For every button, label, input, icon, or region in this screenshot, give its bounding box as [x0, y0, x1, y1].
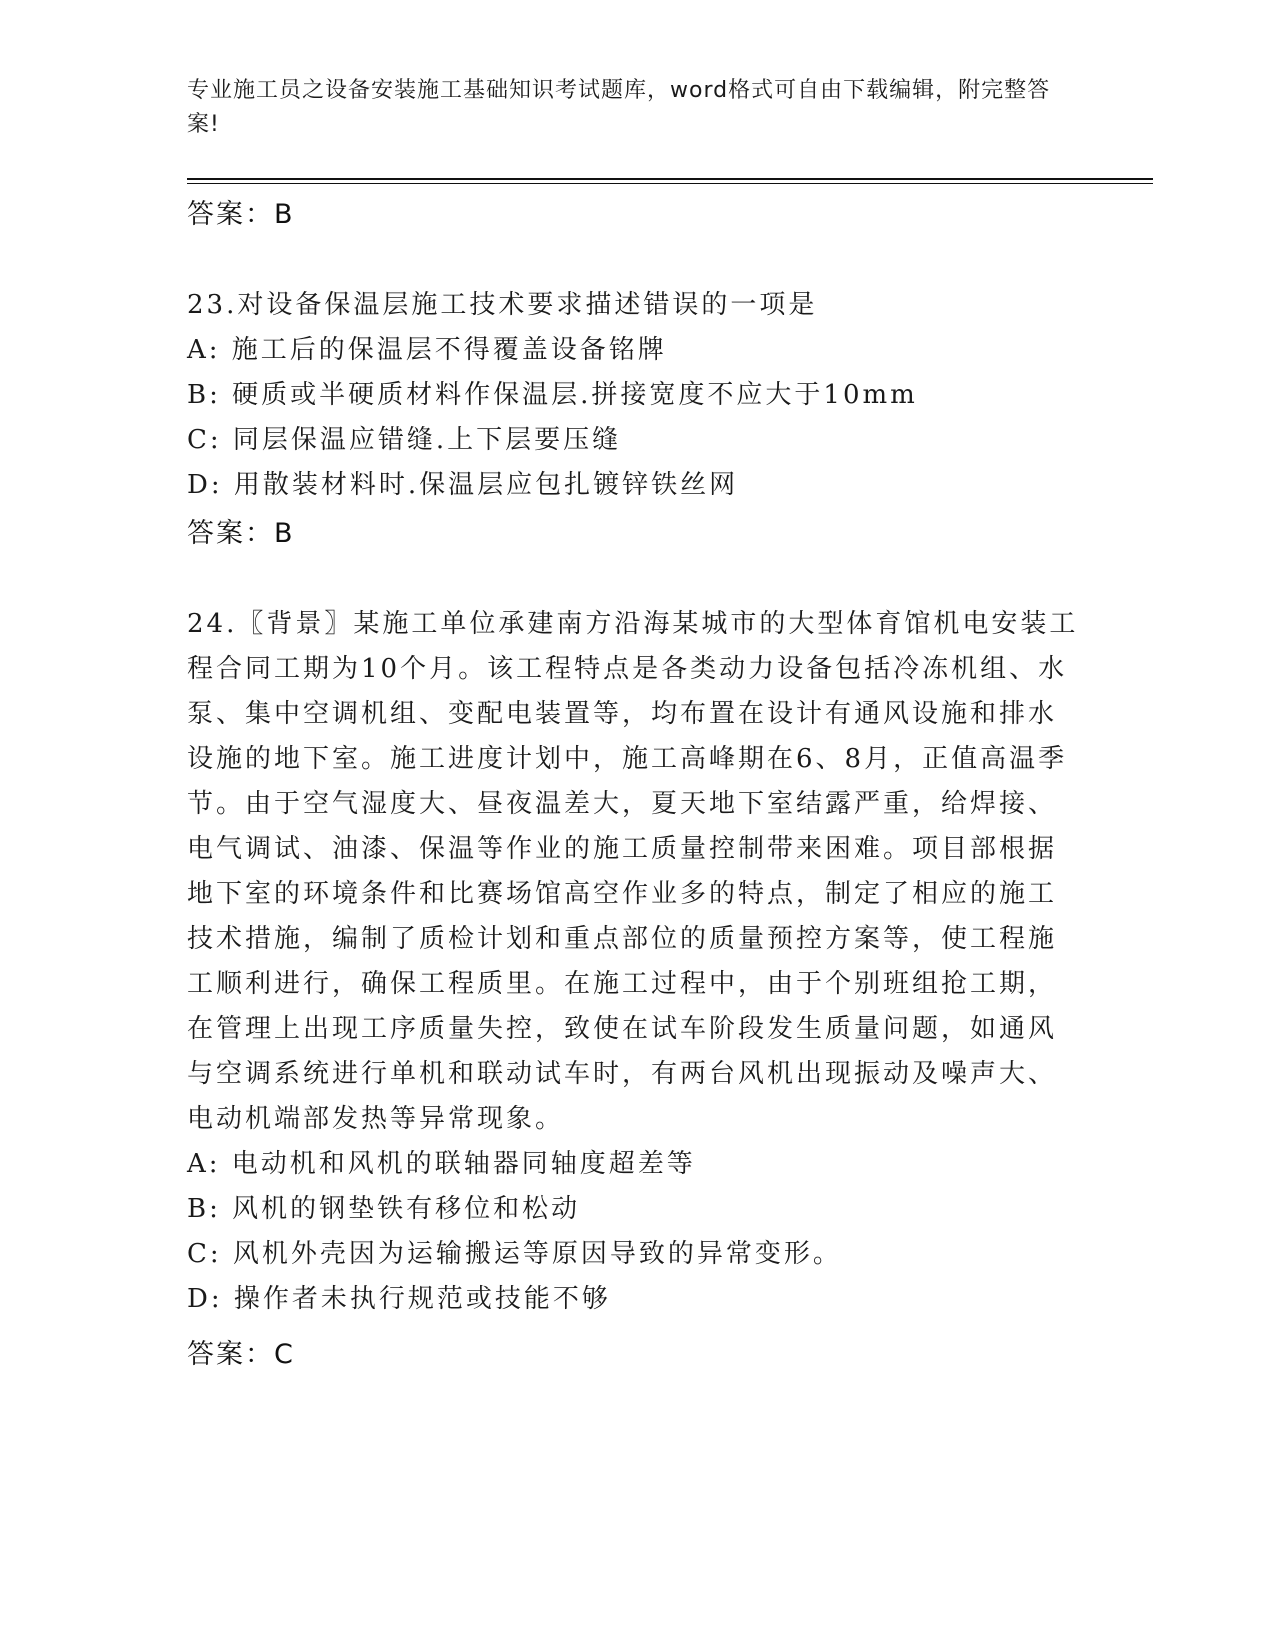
- answer-previous-question: 答案：B: [187, 199, 295, 230]
- answer-question-24: 答案：C: [187, 1339, 295, 1370]
- question-24-stem-line: 电气调试、油漆、保温等作业的施工质量控制带来困难。项目部根据: [187, 834, 1058, 864]
- question-24: [187, 602, 1079, 1322]
- question-24-stem-line: 程合同工期为10个月。该工程特点是各类动力设备包括冷冻机组、水: [187, 654, 1068, 684]
- question-24-option-b: B: 风机的钢垫铁有移位和松动: [187, 1194, 581, 1224]
- header-divider-bottom: [187, 183, 1153, 184]
- question-24-stem-line: 在管理上出现工序质量失控，致使在试车阶段发生质量问题，如通风: [187, 1014, 1058, 1044]
- question-24-stem-line: 设施的地下室。施工进度计划中，施工高峰期在6、8月，正值高温季: [187, 744, 1068, 774]
- question-23: [187, 283, 1087, 508]
- question-24-stem-line: 地下室的环境条件和比赛场馆高空作业多的特点，制定了相应的施工: [187, 879, 1058, 909]
- question-24-stem-line: 节。由于空气湿度大、昼夜温差大，夏天地下室结露严重，给焊接、: [187, 789, 1058, 819]
- question-24-stem-line: 电动机端部发热等异常现象。: [187, 1104, 565, 1134]
- answer-question-23: 答案：B: [187, 518, 295, 549]
- question-23-stem: 23.对设备保温层施工技术要求描述错误的一项是: [187, 290, 818, 320]
- question-24-option-a: A: 电动机和风机的联轴器同轴度超差等: [187, 1149, 696, 1179]
- question-23-option-b: B: 硬质或半硬质材料作保温层.拼接宽度不应大于10mm: [187, 380, 918, 410]
- question-23-option-d: D: 用散装材料时.保温层应包扎镀锌铁丝网: [187, 470, 739, 500]
- question-23-option-c: C: 同层保温应错缝.上下层要压缝: [187, 425, 622, 455]
- question-23-option-a: A: 施工后的保温层不得覆盖设备铭牌: [187, 335, 667, 365]
- question-24-stem-line: 技术措施，编制了质检计划和重点部位的质量预控方案等，使工程施: [187, 924, 1058, 954]
- question-24-option-d: D: 操作者未执行规范或技能不够: [187, 1284, 611, 1314]
- header-divider-top: [187, 178, 1153, 180]
- header-text: 专业施工员之设备安装施工基础知识考试题库，word格式可自由下载编辑，附完整答案!: [187, 78, 1051, 137]
- question-24-option-c: C: 风机外壳因为运输搬运等原因导致的异常变形。: [187, 1239, 842, 1269]
- document-header: [187, 74, 1067, 142]
- question-24-stem-line: 与空调系统进行单机和联动试车时，有两台风机出现振动及噪声大、: [187, 1059, 1058, 1089]
- question-24-stem-line: 24.〖背景〗某施工单位承建南方沿海某城市的大型体育馆机电安装工: [187, 609, 1079, 639]
- question-24-stem-line: 泵、集中空调机组、变配电装置等，均布置在设计有通风设施和排水: [187, 699, 1058, 729]
- question-24-stem-line: 工顺利进行，确保工程质里。在施工过程中，由于个别班组抢工期，: [187, 969, 1058, 999]
